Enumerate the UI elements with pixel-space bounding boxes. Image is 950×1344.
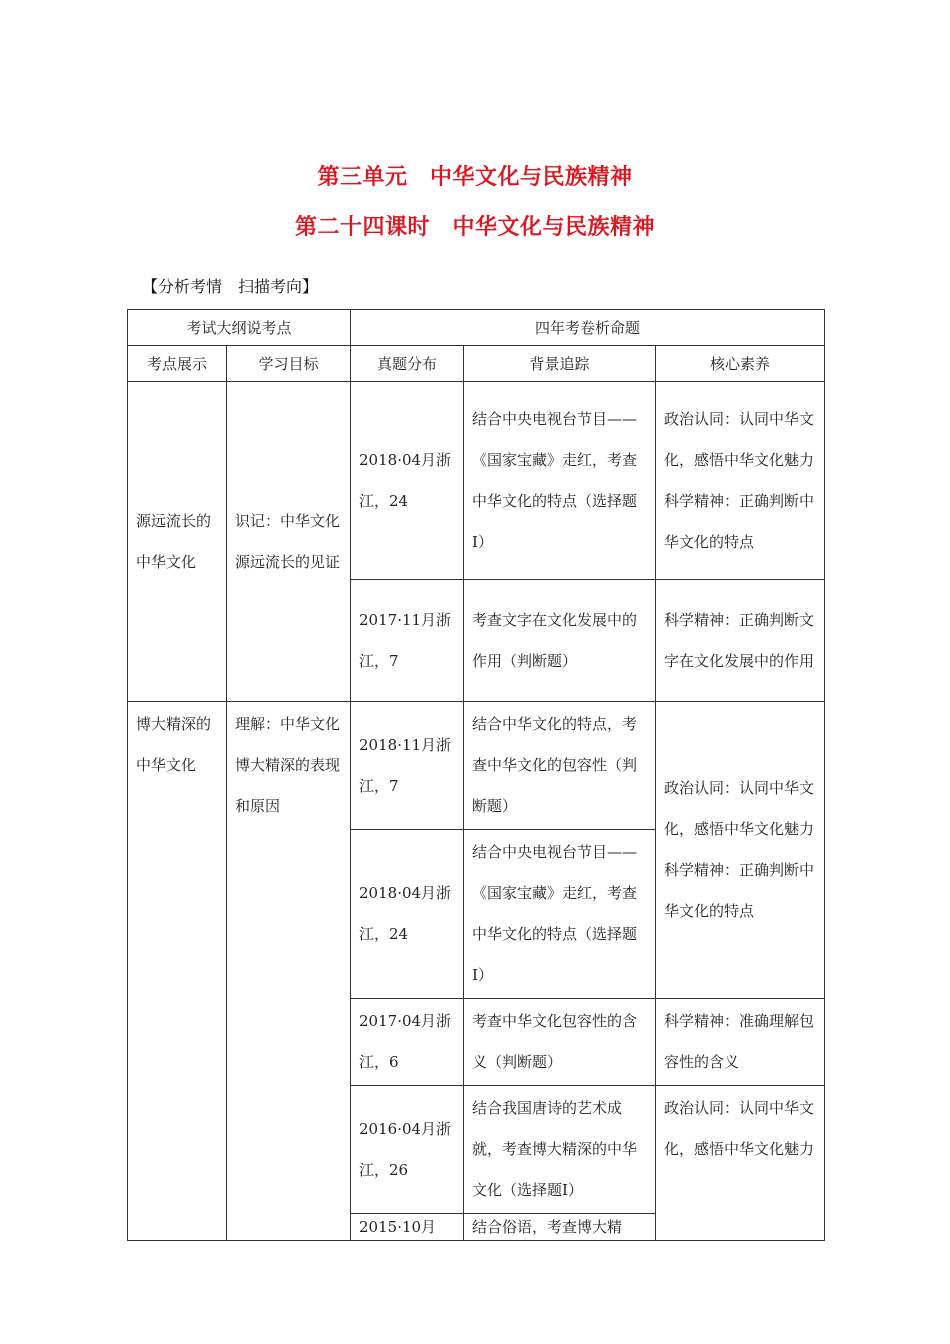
- header-goal: 学习目标: [227, 346, 351, 382]
- header-exam-analysis: 四年考卷析命题: [351, 310, 825, 346]
- background-cell: 结合我国唐诗的艺术成就，考查博大精深的中华文化（选择题Ⅰ）: [464, 1086, 656, 1214]
- background-cell: 结合中华文化的特点，考查中华文化的包容性（判断题）: [464, 702, 656, 830]
- background-cell: 考查中华文化包容性的含义（判断题）: [464, 999, 656, 1086]
- distribution-cell: 2017·11月浙江，7: [351, 580, 464, 702]
- header-core: 核心素养: [656, 346, 825, 382]
- distribution-cell: 2017·04月浙江，6: [351, 999, 464, 1086]
- core-cell: 政治认同：认同中华文化，感悟中华文化魅力科学精神：正确判断中华文化的特点: [656, 702, 825, 999]
- core-cell: 政治认同：认同中华文化，感悟中华文化魅力: [656, 1086, 825, 1241]
- core-cell: 科学精神：正确判断文字在文化发展中的作用: [656, 580, 825, 702]
- background-cell: 结合中央电视台节目——《国家宝藏》走红，考查中华文化的特点（选择题Ⅰ）: [464, 830, 656, 999]
- distribution-cell: 2015·10月: [351, 1214, 464, 1241]
- core-cell: 政治认同：认同中华文化，感悟中华文化魅力科学精神：正确判断中华文化的特点: [656, 382, 825, 580]
- header-syllabus: 考试大纲说考点: [128, 310, 351, 346]
- background-cell: 结合中央电视台节目——《国家宝藏》走红，考查中华文化的特点（选择题Ⅰ）: [464, 382, 656, 580]
- distribution-cell: 2018·11月浙江，7: [351, 702, 464, 830]
- distribution-cell: 2018·04月浙江，24: [351, 830, 464, 999]
- point-cell: 博大精深的中华文化: [128, 702, 227, 1241]
- unit-title: 第三单元 中华文化与民族精神: [317, 165, 633, 190]
- exam-analysis-table: [127, 309, 825, 1241]
- goal-cell: 理解：中华文化博大精深的表现和原因: [227, 702, 351, 1241]
- background-cell: 考查文字在文化发展中的作用（判断题）: [464, 580, 656, 702]
- section-label: 【分析考情 扫描考向】: [142, 277, 319, 296]
- distribution-cell: 2016·04月浙江，26: [351, 1086, 464, 1214]
- core-cell: 科学精神：准确理解包容性的含义: [656, 999, 825, 1086]
- lesson-title: 第二十四课时 中华文化与民族精神: [294, 215, 655, 240]
- point-cell: 源远流长的中华文化: [128, 382, 227, 702]
- goal-cell: 识记：中华文化源远流长的见证: [227, 382, 351, 702]
- background-cell: 结合俗语，考查博大精: [464, 1214, 656, 1241]
- header-background: 背景追踪: [464, 346, 656, 382]
- header-distribution: 真题分布: [351, 346, 464, 382]
- header-point: 考点展示: [128, 346, 227, 382]
- distribution-cell: 2018·04月浙江，24: [351, 382, 464, 580]
